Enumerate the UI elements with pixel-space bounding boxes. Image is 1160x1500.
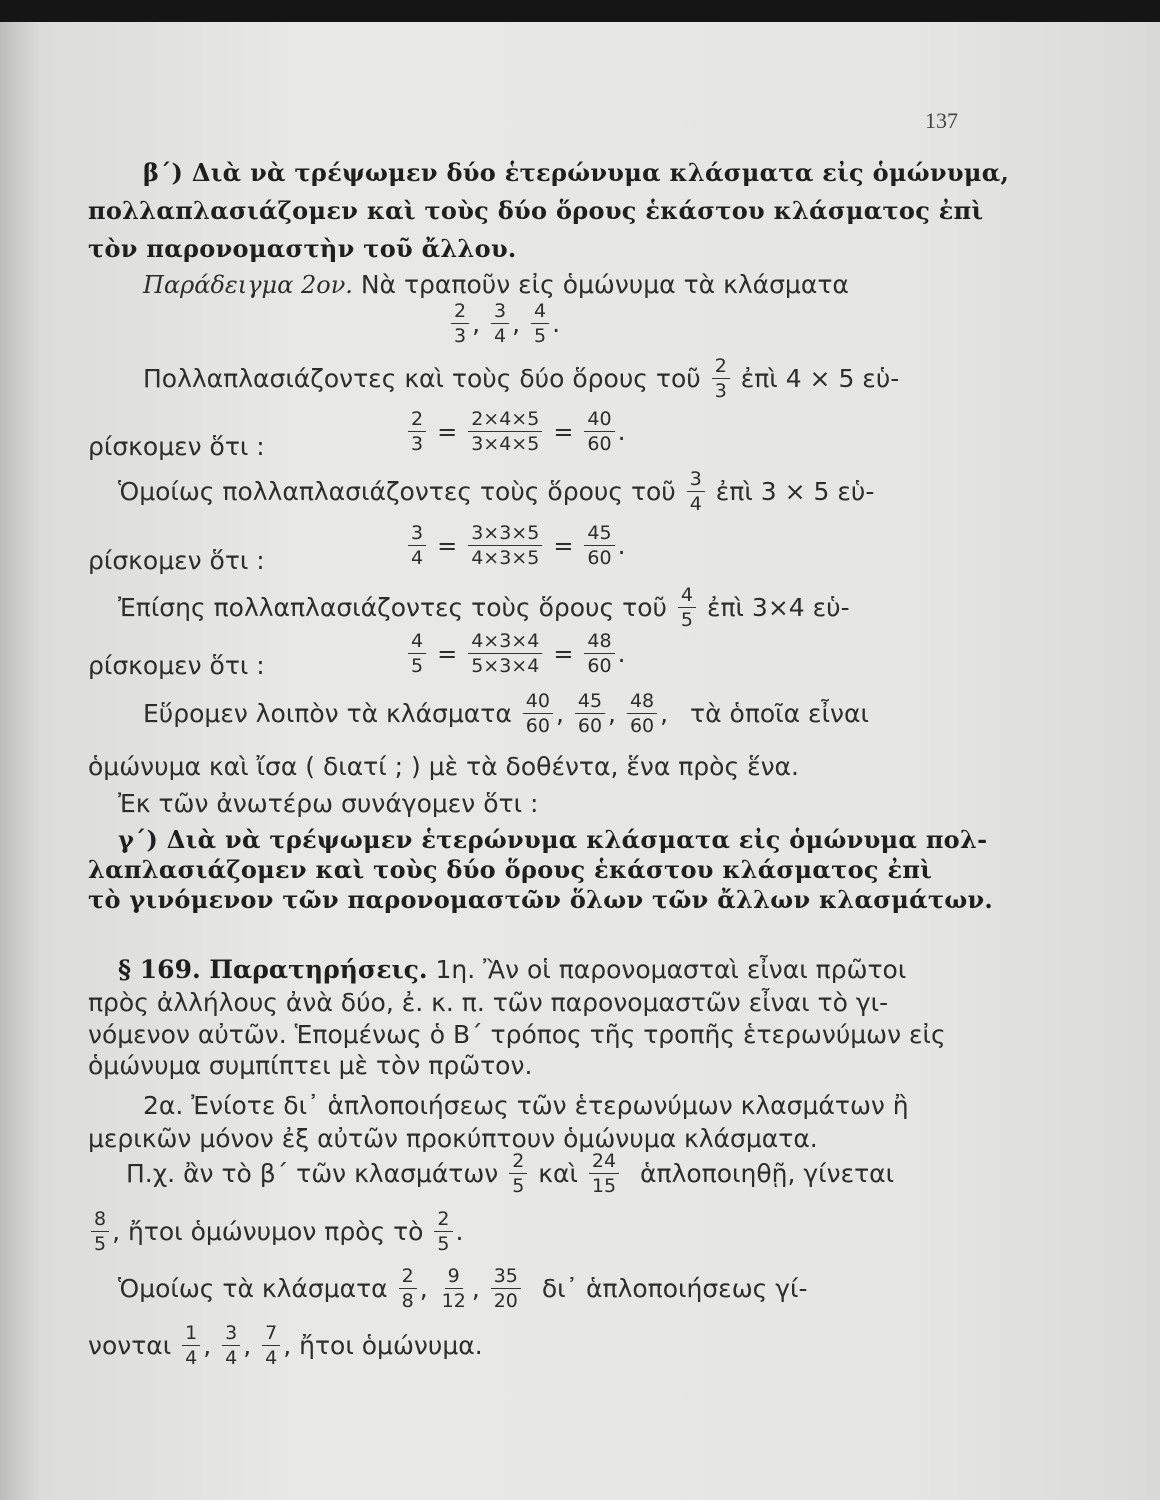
fraction: $\frac{2}{5}$: [509, 1150, 527, 1197]
section-line-2: πρὸς ἀλλήλους ἀνὰ δύο, ἐ. κ. π. τῶν παρονομαστῶν εἶναι τὸ γι-: [88, 988, 889, 1017]
fraction: $\frac{3}{4}$: [687, 468, 705, 515]
fraction: $\frac{9}{12}$: [441, 1265, 466, 1312]
step1-find: ρίσκομεν ὅτι :: [88, 432, 265, 461]
fraction: $\frac{4}{5}$: [678, 584, 696, 631]
fraction: $\frac{2}{3}$: [712, 355, 730, 402]
step3-line: Ἐπίσης πολλαπλασιάζοντες τοὺς ὅρους τοῦ $\frac{4}{5}$ ἐπὶ 3×4 εὑ-: [118, 584, 850, 631]
step3-find: ρίσκομεν ὅτι :: [88, 651, 265, 680]
section-line-4: ὁμώνυμα συμπίπτει μὲ τὸν πρῶτον.: [88, 1051, 533, 1080]
section-line-6: μερικῶν μόνον ἐξ αὐτῶν προκύπτουν ὁμώνυμα κλάσματα.: [88, 1124, 818, 1153]
section-title: § 169. Παρατηρήσεις.: [118, 955, 428, 984]
example-label: Παράδειγμα 2ον.: [143, 271, 353, 299]
fraction: $\frac{40}{60}$: [584, 408, 614, 455]
section-first-label: 1η.: [435, 955, 476, 984]
step1-line: Πολλαπλασιάζοντες καὶ τοὺς δύο ὅρους τοῦ $\frac{2}{3}$ ἐπὶ 4 × 5 εὑ-: [143, 355, 900, 402]
example3-line-2: νονται $\frac{1}{4}$ , $\frac{3}{4}$ , $\frac{7}{4}$ , ἤτοι ὁμώνυμα.: [88, 1322, 483, 1369]
section-line-3: νόμενον αὐτῶν. Ἑπομένως ὁ Β΄ τρόπος τῆς τροπῆς ἑτερωνύμων εἰς: [88, 1020, 946, 1049]
fraction: $\frac{24}{15}$: [589, 1150, 619, 1197]
fraction: $\frac{2}{3}$: [408, 408, 426, 455]
rule-gamma-line-2: λαπλασιάζομεν καὶ τοὺς δύο ὅρους ἑκάστου κλάσματος ἐπὶ: [88, 855, 933, 884]
fraction: $\frac{2}{5}$: [434, 1208, 452, 1255]
step1-equation: $\frac{2}{3}$ = $\frac{2\times 4\times 5}{3\times 4\times 5}$ = $\frac{40}{60}$ .: [405, 408, 626, 455]
example2-line-1: Π.χ. ἂν τὸ β΄ τῶν κλασμάτων $\frac{2}{5}$ καὶ $\frac{24}{15}$ ἁπλοποιηθῇ, γίνεται: [126, 1150, 895, 1197]
fraction: $\frac{3}{4}$: [222, 1322, 240, 1369]
result-line: Εὕρομεν λοιπὸν τὰ κλάσματα $\frac{40}{60}$ , $\frac{45}{60}$ , $\frac{48}{60}$ , τὰ ὁποῖα εἶναι: [143, 690, 869, 737]
result-line-3: Ἐκ τῶν ἀνωτέρω συνάγομεν ὅτι :: [118, 789, 539, 818]
example2-line-2: $\frac{8}{5}$ , ἤτοι ὁμώνυμον πρὸς τὸ $\frac{2}{5}$ .: [88, 1208, 463, 1255]
fraction: $\frac{35}{20}$: [491, 1265, 521, 1312]
fraction: $\frac{2}{3}$: [451, 300, 469, 347]
section-line-5: 2α. Ἐνίοτε δι᾽ ἁπλοποιήσεως τῶν ἑτερωνύμων κλασμάτων ἢ: [143, 1091, 909, 1120]
fraction: $\frac{3}{4}$: [491, 300, 509, 347]
fraction: $\frac{2}{8}$: [399, 1265, 417, 1312]
fraction: $\frac{45}{60}$: [575, 690, 605, 737]
step2-line: Ὁμοίως πολλαπλασιάζοντες τοὺς ὅρους τοῦ $\frac{3}{4}$ ἐπὶ 3 × 5 εὑ-: [118, 468, 875, 515]
rule-beta-line-1: β΄) Διὰ νὰ τρέψωμεν δύο ἑτερώνυμα κλάσματα εἰς ὁμώνυμα,: [143, 158, 1010, 187]
fraction: $\frac{8}{5}$: [91, 1208, 109, 1255]
fraction: $\frac{45}{60}$: [584, 522, 614, 569]
section-line-1: § 169. Παρατηρήσεις. 1η. Ἂν οἱ παρονομασταὶ εἶναι πρῶτοι: [118, 955, 907, 984]
result-line-2: ὁμώνυμα καὶ ἴσα ( διατί ; ) μὲ τὰ δοθέντα, ἕνα πρὸς ἕνα.: [88, 752, 799, 781]
step2-equation: $\frac{3}{4}$ = $\frac{3\times 3\times 5}{4\times 3\times 5}$ = $\frac{45}{60}$ .: [405, 522, 626, 569]
fraction: $\frac{7}{4}$: [262, 1322, 280, 1369]
rule-gamma-line-1: γ΄) Διὰ νὰ τρέψωμεν ἑτερώνυμα κλάσματα εἰς ὁμώνυμα πολ-: [118, 825, 988, 854]
fraction: $\frac{4}{5}$: [408, 630, 426, 677]
rule-beta-line-3: τὸν παρονομαστὴν τοῦ ἄλλου.: [88, 234, 517, 263]
top-edge: [0, 0, 1160, 22]
fraction: $\frac{3\times 3\times 5}{4\times 3\times 5}$: [468, 522, 542, 569]
rule-gamma-line-3: τὸ γινόμενον τῶν παρονομαστῶν ὅλων τῶν ἄλλων κλασμάτων.: [88, 885, 994, 914]
fraction: $\frac{40}{60}$: [523, 690, 553, 737]
fraction: $\frac{4}{5}$: [531, 300, 549, 347]
example-text: Νὰ τραποῦν εἰς ὁμώνυμα τὰ κλάσματα: [360, 270, 849, 299]
page-number: 137: [925, 108, 958, 133]
example-fractions: $\frac{2}{3}$ , $\frac{3}{4}$ , $\frac{4}{5}$ .: [448, 300, 560, 347]
rule-beta-line-2: πολλαπλασιάζομεν καὶ τοὺς δύο ὅρους ἑκάστου κλάσματος ἐπὶ: [88, 196, 984, 225]
fraction: $\frac{2\times 4\times 5}{3\times 4\times 5}$: [468, 408, 542, 455]
fraction: $\frac{3}{4}$: [408, 522, 426, 569]
fraction: $\frac{1}{4}$: [182, 1322, 200, 1369]
step3-equation: $\frac{4}{5}$ = $\frac{4\times 3\times 4}{5\times 3\times 4}$ = $\frac{48}{60}$ .: [405, 630, 626, 677]
example-line: [143, 270, 849, 299]
step2-find: ρίσκομεν ὅτι :: [88, 546, 265, 575]
fraction: $\frac{48}{60}$: [627, 690, 657, 737]
fraction: $\frac{4\times 3\times 4}{5\times 3\times 4}$: [468, 630, 542, 677]
fraction: $\frac{48}{60}$: [584, 630, 614, 677]
example3-line-1: Ὁμοίως τὰ κλάσματα $\frac{2}{8}$ , $\frac{9}{12}$ , $\frac{35}{20}$ δι᾽ ἁπλοποιήσεως γί-: [118, 1265, 808, 1312]
section-second-label: 2α.: [143, 1091, 184, 1120]
